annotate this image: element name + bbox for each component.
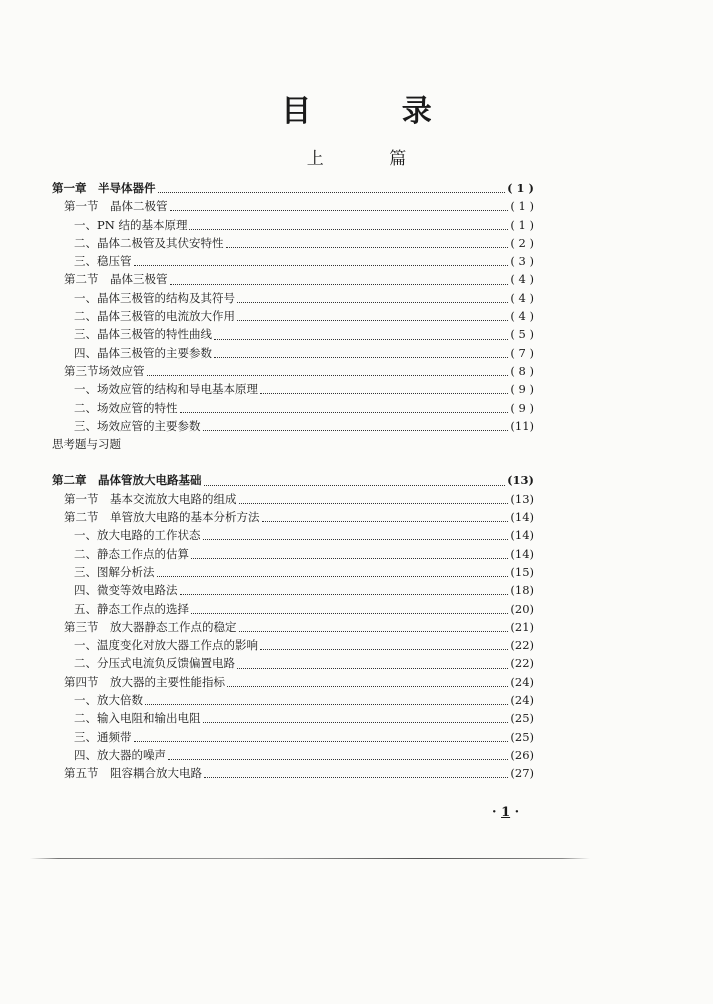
toc-entry-label: 三、通频带 bbox=[74, 729, 132, 744]
toc-entry[interactable] bbox=[52, 435, 534, 453]
toc-entry-page: ( 1 ) bbox=[510, 199, 534, 214]
toc-leader-dots bbox=[180, 585, 509, 595]
toc-leader-dots bbox=[227, 677, 508, 687]
toc-entry[interactable] bbox=[52, 216, 534, 234]
toc-entry-page: (27) bbox=[510, 766, 534, 781]
toc-entry-label: 四、放大器的噪声 bbox=[74, 747, 166, 762]
toc-entry[interactable] bbox=[52, 709, 534, 727]
toc-entry[interactable] bbox=[52, 526, 534, 544]
toc-entry-page: ( 7 ) bbox=[510, 345, 534, 360]
toc-entry-page: (11) bbox=[510, 418, 534, 433]
toc-entry-page: ( 9 ) bbox=[510, 382, 534, 397]
toc-leader-dots bbox=[168, 750, 508, 760]
page-number-value: 1 bbox=[501, 805, 511, 820]
toc-entry-page: ( 8 ) bbox=[510, 363, 534, 378]
toc-leader-dots bbox=[203, 421, 509, 431]
toc-entry-label: 二、静态工作点的估算 bbox=[74, 546, 189, 561]
toc-spacer bbox=[52, 453, 534, 471]
toc-leader-dots bbox=[239, 494, 509, 504]
toc-entry-label: 一、放大倍数 bbox=[74, 693, 143, 708]
toc-leader-dots bbox=[134, 256, 509, 266]
toc-entry-page: ( 4 ) bbox=[510, 272, 534, 287]
toc-entry[interactable] bbox=[52, 399, 534, 417]
toc-leader-dots bbox=[260, 384, 508, 394]
toc-leader-dots bbox=[214, 330, 508, 340]
toc-entry[interactable] bbox=[52, 764, 534, 782]
toc-entry[interactable] bbox=[52, 581, 534, 599]
page-number bbox=[492, 805, 519, 820]
toc-entry[interactable] bbox=[52, 471, 534, 489]
toc-entry[interactable] bbox=[52, 197, 534, 215]
toc-entry-label: 思考题与习题 bbox=[52, 437, 121, 452]
toc-entry[interactable] bbox=[52, 636, 534, 654]
toc-entry[interactable] bbox=[52, 654, 534, 672]
toc-entry-label: 二、晶体二极管及其伏安特性 bbox=[74, 235, 224, 250]
toc-entry-label: 二、晶体三极管的电流放大作用 bbox=[74, 309, 235, 324]
toc-entry[interactable] bbox=[52, 673, 534, 691]
toc-entry-label: 四、晶体三极管的主要参数 bbox=[74, 345, 212, 360]
toc-entry-label: 第二节 单管放大电路的基本分析方法 bbox=[64, 510, 260, 525]
toc-entry[interactable] bbox=[52, 746, 534, 764]
toc-entry-label: 一、PN 结的基本原理 bbox=[74, 217, 188, 232]
toc-entry-label: 二、输入电阻和输出电阻 bbox=[74, 711, 201, 726]
toc-entry-label: 三、场效应管的主要参数 bbox=[74, 418, 201, 433]
toc-entry-label: 三、晶体三极管的特性曲线 bbox=[74, 327, 212, 342]
toc-entry[interactable] bbox=[52, 490, 534, 508]
toc-entry-page: (25) bbox=[510, 729, 534, 744]
toc-entry-page: (22) bbox=[510, 656, 534, 671]
toc-entry-label: 第三节 放大器静态工作点的稳定 bbox=[64, 619, 237, 634]
toc-entry[interactable] bbox=[52, 289, 534, 307]
toc-leader-dots bbox=[260, 640, 508, 650]
toc-leader-dots bbox=[239, 622, 509, 632]
toc-entry-label: 第二节 晶体三极管 bbox=[64, 272, 168, 287]
toc-entry[interactable] bbox=[52, 179, 534, 197]
toc-entry-page: ( 4 ) bbox=[510, 290, 534, 305]
toc-entry[interactable] bbox=[52, 362, 534, 380]
toc-entry-label: 第一节 晶体二极管 bbox=[64, 199, 168, 214]
page-number-dot-left: · bbox=[492, 805, 497, 820]
toc-entry-label: 一、晶体三极管的结构及其符号 bbox=[74, 290, 235, 305]
toc-leader-dots bbox=[170, 275, 509, 285]
toc-entry-page: ( 1 ) bbox=[507, 181, 534, 195]
toc-entry[interactable] bbox=[52, 728, 534, 746]
toc-entry-page: ( 3 ) bbox=[510, 254, 534, 269]
toc-entry-label: 三、稳压管 bbox=[74, 254, 132, 269]
toc-entry-label: 四、微变等效电路法 bbox=[74, 583, 178, 598]
toc-entry-label: 三、图解分析法 bbox=[74, 564, 155, 579]
toc-entry-page: (15) bbox=[510, 564, 534, 579]
toc-entry[interactable] bbox=[52, 417, 534, 435]
toc-leader-dots bbox=[237, 293, 508, 303]
toc-entry-label: 五、静态工作点的选择 bbox=[74, 601, 189, 616]
section-subtitle: 上 篇 bbox=[306, 149, 437, 169]
toc-entry-label: 二、分压式电流负反馈偏置电路 bbox=[74, 656, 235, 671]
toc-entry-label: 一、放大电路的工作状态 bbox=[74, 528, 201, 543]
toc-entry[interactable] bbox=[52, 618, 534, 636]
toc-entry-page: (14) bbox=[510, 510, 534, 525]
toc-entry[interactable] bbox=[52, 508, 534, 526]
toc-entry-page: (14) bbox=[510, 528, 534, 543]
toc-leader-dots bbox=[262, 512, 509, 522]
toc-entry[interactable] bbox=[52, 307, 534, 325]
toc-entry-page: (14) bbox=[510, 546, 534, 561]
toc-leader-dots bbox=[191, 549, 508, 559]
toc-entry[interactable] bbox=[52, 600, 534, 618]
toc-entry-page: (24) bbox=[510, 693, 534, 708]
toc-entry-label: 二、场效应管的特性 bbox=[74, 400, 178, 415]
toc-entry-label: 第四节 放大器的主要性能指标 bbox=[64, 674, 225, 689]
toc-entry-label: 一、温度变化对放大器工作点的影响 bbox=[74, 638, 258, 653]
toc-leader-dots bbox=[180, 403, 509, 413]
toc-entry[interactable] bbox=[52, 270, 534, 288]
toc-leader-dots bbox=[147, 366, 509, 376]
toc-leader-dots bbox=[145, 695, 508, 705]
toc-entry-page: ( 4 ) bbox=[510, 309, 534, 324]
toc-entry-label: 第一章 半导体器件 bbox=[52, 181, 156, 195]
toc-entry-page: ( 5 ) bbox=[510, 327, 534, 342]
toc-entry-page: ( 9 ) bbox=[510, 400, 534, 415]
toc-entry-page: (26) bbox=[510, 747, 534, 762]
toc-leader-dots bbox=[189, 220, 508, 230]
toc-leader-dots bbox=[237, 311, 508, 321]
toc-entry-label: 第五节 阻容耦合放大电路 bbox=[64, 766, 202, 781]
toc-entry[interactable] bbox=[52, 252, 534, 270]
toc-entry[interactable] bbox=[52, 691, 534, 709]
page-title: 目 录 bbox=[281, 94, 472, 129]
toc-entry[interactable] bbox=[52, 234, 534, 252]
toc-leader-dots bbox=[214, 348, 508, 358]
toc-entry-label: 第三节场效应管 bbox=[64, 363, 145, 378]
toc-entry-page: (20) bbox=[510, 601, 534, 616]
toc-entry-page: (21) bbox=[510, 619, 534, 634]
toc-entry[interactable] bbox=[52, 344, 534, 362]
toc-leader-dots bbox=[158, 183, 506, 193]
toc-leader-dots bbox=[157, 567, 509, 577]
toc-leader-dots bbox=[204, 476, 506, 486]
toc-entry-page: (22) bbox=[510, 638, 534, 653]
toc-entry[interactable] bbox=[52, 545, 534, 563]
toc-leader-dots bbox=[237, 659, 508, 669]
toc-leader-dots bbox=[170, 201, 509, 211]
toc-entry-page: (13) bbox=[507, 473, 534, 488]
toc-entry[interactable] bbox=[52, 325, 534, 343]
toc-entry-page: (25) bbox=[510, 711, 534, 726]
toc-entry-label: 第二章 晶体管放大电路基础 bbox=[52, 473, 202, 488]
toc-entry-page: ( 2 ) bbox=[510, 235, 534, 250]
toc-leader-dots bbox=[203, 713, 509, 723]
toc-entry-label: 第一节 基本交流放大电路的组成 bbox=[64, 491, 237, 506]
toc-entry[interactable] bbox=[52, 563, 534, 581]
toc-leader-dots bbox=[134, 732, 509, 742]
toc-leader-dots bbox=[191, 604, 508, 614]
scan-edge-line bbox=[30, 858, 590, 859]
toc-entry-page: (13) bbox=[510, 491, 534, 506]
page-number-dot-right: · bbox=[514, 805, 520, 820]
toc-entry-label: 一、场效应管的结构和导电基本原理 bbox=[74, 382, 258, 397]
toc-entry-page: (18) bbox=[510, 583, 534, 598]
toc-leader-dots bbox=[226, 238, 509, 248]
toc-entry[interactable] bbox=[52, 380, 534, 398]
toc-leader-dots bbox=[204, 768, 508, 778]
toc-entry-page: ( 1 ) bbox=[510, 217, 534, 232]
toc-leader-dots bbox=[203, 530, 509, 540]
toc-entry-page: (24) bbox=[510, 674, 534, 689]
table-of-contents bbox=[52, 179, 534, 783]
